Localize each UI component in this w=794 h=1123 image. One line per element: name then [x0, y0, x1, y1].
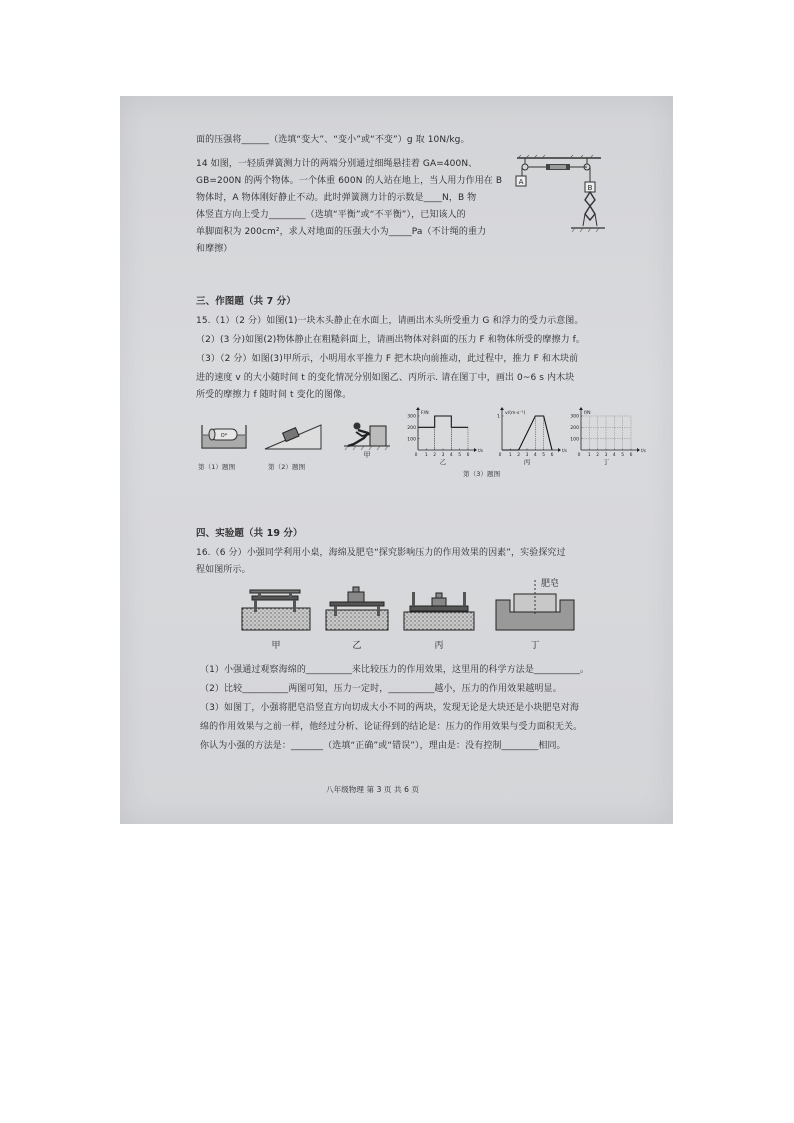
chart-ding-friction-time [563, 408, 646, 466]
x-tick-label: 6 [629, 453, 633, 458]
q16-label-ding: 丁 [530, 641, 540, 651]
series-line [418, 416, 468, 427]
origin-label: 0 [414, 453, 418, 458]
x-tick-label: 3 [525, 453, 529, 458]
x-axis-arrow [637, 448, 640, 452]
q16-setup-bing [404, 592, 474, 651]
label-jia: 甲 [363, 451, 371, 459]
q16-label-bing: 丙 [434, 641, 444, 651]
y-tick-label: 100 [570, 437, 579, 443]
q16-setup-yi [326, 587, 388, 651]
x-tick-label: 3 [441, 453, 445, 458]
y-axis-arrow [500, 407, 504, 410]
q16-soap-label: 肥皂 [540, 579, 560, 589]
x-tick-label: 3 [604, 453, 608, 458]
question-16-sub: （3）如图丁，小强将肥皂沿竖直方向切成大小不同的两块，发现无论是大块还是小块肥皂对海 [200, 703, 579, 713]
y-axis-arrow [416, 407, 420, 410]
q15-caption-1: 第（1）题图 [198, 463, 236, 471]
question-15-line: 所受的摩擦力 f 随时间 t 变化的图像。 [196, 390, 352, 400]
question-14-line: 物体时，A 物体刚好静止不动。此时弹簧测力计的示数是____N，B 物 [196, 193, 477, 203]
chart-caption: 乙 [439, 458, 447, 466]
x-tick-label: 4 [533, 453, 537, 458]
y-tick-label: 100 [407, 437, 416, 443]
x-tick-label: 6 [550, 453, 554, 458]
y-axis-arrow [579, 407, 583, 410]
y-tick-label: 200 [407, 425, 416, 431]
x-tick-label: 1 [587, 453, 591, 458]
y-tick-label: 300 [407, 414, 416, 420]
q14-label-a: A [518, 178, 524, 186]
x-axis-label: t/s [562, 448, 567, 453]
x-axis-label: t/s [641, 448, 646, 453]
section-3-heading: 三、作图题（共 7 分） [196, 296, 296, 307]
x-tick-label: 2 [596, 453, 600, 458]
q15-caption-3: 第（3）题图 [463, 470, 501, 478]
q16-label-yi: 乙 [352, 641, 362, 651]
y-axis-label: F/N [421, 411, 429, 416]
chart-bing-velocity-time [484, 408, 567, 466]
q15-fig1-wood-in-water [198, 421, 250, 451]
series-line [502, 416, 552, 450]
question-15-line: 进的速度 v 的大小随时间 t 的变化情况分别如图乙、丙所示. 请在图丁中，画出 0~6 s 内木块 [196, 373, 575, 383]
q16-sponge-experiment-figure [238, 576, 588, 658]
x-tick-label: 5 [621, 453, 625, 458]
question-16-sub: 绵的作用效果与之前一样，他经过分析、论证得到的结论是：压力的作用效果与受力面积无关。 [200, 722, 583, 732]
question-15-line: （2）(3 分)如图(2)物体静止在粗糙斜面上，请画出物体对斜面的压力 F 和物体所受的摩擦力 f。 [196, 335, 586, 345]
x-axis-arrow [474, 448, 477, 452]
question-16-sub: 你认为小强的方法是：_______（选填“正确”或“错误”），理由是：没有控制________相同。 [200, 741, 566, 751]
y-tick-label: 200 [570, 425, 579, 431]
x-axis-label: t/s [478, 448, 483, 453]
x-axis-arrow [558, 448, 561, 452]
question-16-line: 程如图所示。 [196, 565, 251, 575]
question-14-line: 和摩擦） [196, 244, 233, 254]
section-4-heading: 四、实验题（共 19 分） [196, 528, 303, 539]
question-15-line: （3）（2 分）如图(3)甲所示，小明用水平推力 F 把木块向前推动，此过程中，推力 F 和木块前 [196, 354, 579, 364]
question-14-line: 单脚面积为 200cm²，求人对地面的压强大小为_____Pa（不计绳的重力 [196, 227, 487, 237]
origin-label: 0 [498, 453, 502, 458]
question-15-line: 15.（1）（2 分）如图(1)一块木头静止在水面上，请画出木头所受重力 G 和浮力的受力示意图。 [196, 316, 584, 326]
question-16-sub: （2）比较__________两图可知，压力一定时，__________越小，压力的作用效果越明显。 [200, 684, 562, 694]
x-tick-label: 1 [508, 453, 512, 458]
y-tick-label: 1 [497, 414, 500, 420]
q15-fig3-jia-person-pushing [342, 414, 392, 458]
x-tick-label: 5 [458, 453, 462, 458]
question-14-line: 14 如图，一轻质弹簧测力计的两端分别通过细绳悬挂着 GA=400N、 [196, 159, 478, 169]
q14-spring-scale-figure [513, 154, 605, 236]
y-tick-label: 300 [570, 414, 579, 420]
question-14-line: GB=200N 的两个物体。一个体重 600N 的人站在地上，当人用力作用在 B [196, 176, 503, 186]
question-16-sub: （1）小强通过观察海绵的__________来比较压力的作用效果，这里用的科学方法是__________。 [200, 665, 590, 675]
q14-label-b: B [587, 184, 593, 192]
x-tick-label: 2 [517, 453, 521, 458]
x-tick-label: 1 [424, 453, 428, 458]
x-tick-label: 4 [449, 453, 453, 458]
y-axis-label: f/N [584, 411, 591, 416]
q15-caption-2: 第（2）题图 [268, 463, 306, 471]
chart-caption: 丙 [523, 458, 531, 466]
exam-page-photo [120, 96, 673, 824]
text-line: 面的压强将______（选填“变大”、“变小”或“不变”）g 取 10N/kg。 [196, 135, 470, 145]
question-16-line: 16.（6 分）小强同学利用小桌，海绵及肥皂“探究影响压力的作用效果的因素”，实验探究过 [196, 548, 566, 558]
q16-setup-ding [496, 577, 574, 651]
x-tick-label: 2 [433, 453, 437, 458]
x-tick-label: 4 [612, 453, 616, 458]
q16-label-jia: 甲 [271, 641, 281, 651]
question-14-line: 体竖直方向上受力________（选填“平衡”或“不平衡”），已知该人的 [196, 210, 466, 220]
q16-setup-jia [242, 590, 310, 651]
y-axis-label: v/(m·s⁻¹) [505, 411, 526, 416]
x-tick-label: 6 [466, 453, 470, 458]
page-footer: 八年级物理 第 3 页 共 6 页 [326, 785, 420, 794]
wood-label: O* [220, 433, 228, 439]
origin-label: 0 [577, 453, 581, 458]
x-tick-label: 5 [542, 453, 546, 458]
chart-yi-force-time [400, 408, 483, 466]
chart-caption: 丁 [602, 458, 610, 466]
q15-fig2-block-on-incline [263, 421, 323, 451]
